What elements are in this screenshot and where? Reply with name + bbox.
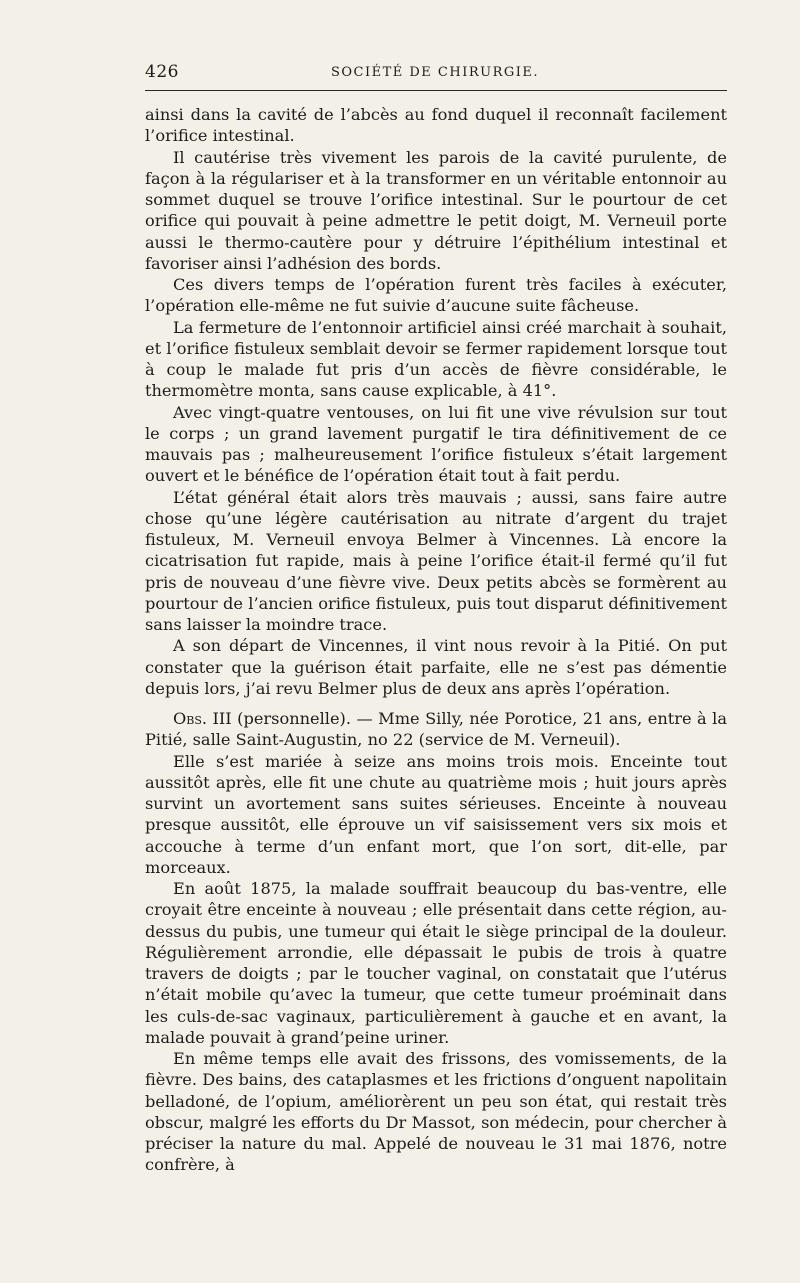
page-number: 426	[145, 62, 179, 82]
paragraph: En août 1875, la malade souffrait beaucoup du bas-ventre, elle croyait être enceinte à nouveau ; elle présentait dans cette région, au-dessus du pubis, une tumeur qui était le siège principal de la douleur. Régulièrement arrondie, elle dépassait le pubis de trois à quatre travers de doigts ; par le toucher vaginal, on constatait que l’utérus n’était mobile qu’avec la tumeur, que cette tumeur proéminait dans les culs-de-sac vaginaux, particulièrement à gauche et en avant, la malade pouvait à grand’peine uriner.	[145, 879, 727, 1047]
observation-heading	[145, 708, 727, 751]
paragraph: Avec vingt-quatre ventouses, on lui fit une vive révulsion sur tout le corps ; un grand lavement purgatif le tira définitivement de ce mauvais pas ; malheureusement l’orifice fistuleux s’était largement ouvert et le bénéfice de l’opération était tout à fait perdu.	[145, 402, 727, 486]
page-header	[145, 62, 725, 84]
paragraph: La fermeture de l’entonnoir artificiel ainsi créé marchait à souhait, et l’orifice fistuleux semblait devoir se fermer rapidement lorsque tout à coup le malade fut pris d’un accès de fièvre considérable, le thermomètre monta, sans cause explicable, à 41°.	[145, 317, 727, 401]
paragraph: ainsi dans la cavité de l’abcès au fond duquel il reconnaît facilement l’orifice intestinal.	[145, 105, 727, 146]
body-text	[145, 104, 727, 1176]
paragraph: A son départ de Vincennes, il vint nous revoir à la Pitié. On put constater que la guérison était parfaite, elle ne s’est pas démentie depuis lors, j’ai revu Belmer plus de deux ans après l’opération.	[145, 636, 727, 698]
observation-text: (personnelle). — Mme Silly, née Porotice, 21 ans, entre à la Pitié, salle Saint-Augustin, no 22 (service de M. Verneuil).	[145, 709, 727, 750]
paragraph: Il cautérise très vivement les parois de la cavité purulente, de façon à la régulariser et à la transformer en un véritable entonnoir au sommet duquel se trouve l’orifice intestinal. Sur le pourtour de cet orifice qui pouvait à peine admettre le petit doigt, M. Verneuil porte aussi le thermo-cautère pour y détruire l’épithélium intestinal et favoriser ainsi l’adhésion des bords.	[145, 147, 727, 273]
paragraph: L’état général était alors très mauvais ; aussi, sans faire autre chose qu’une légère cautérisation au nitrate d’argent du trajet fistuleux, M. Verneuil envoya Belmer à Vincennes. Là encore la cicatrisation fut rapide, mais à peine l’orifice était-il fermé qu’il fut pris de nouveau d’une fièvre vive. Deux petits abcès se formèrent au pourtour de l’ancien orifice fistuleux, puis tout disparut définitivement sans laisser la moindre trace.	[145, 487, 727, 634]
paragraph: Elle s’est mariée à seize ans moins trois mois. Enceinte tout aussitôt après, elle fit une chute au quatrième mois ; huit jours après survint un avortement sans suites sérieuses. Enceinte à nouveau presque aussitôt, elle éprouve un vif saisissement vers six mois et accouche à terme d’un enfant mort, que l’on sort, dit-elle, par morceaux.	[145, 751, 727, 877]
running-head: SOCIÉTÉ DE CHIRURGIE.	[330, 65, 540, 80]
header-rule	[145, 90, 727, 91]
paragraph: En même temps elle avait des frissons, des vomissements, de la fièvre. Des bains, des cataplasmes et les frictions d’onguent napolitain belladoné, de l’opium, améliorèrent un peu son état, qui restait très obscur, malgré les efforts du Dr Massot, son médecin, pour chercher à préciser la nature du mal. Appelé de nouveau le 31 mai 1876, notre confrère, à	[145, 1049, 727, 1175]
paragraph: Ces divers temps de l’opération furent très faciles à exécuter, l’opération elle-même ne fut suivie d’aucune suite fâcheuse.	[145, 275, 727, 316]
observation-label: Obs. III	[173, 709, 232, 728]
